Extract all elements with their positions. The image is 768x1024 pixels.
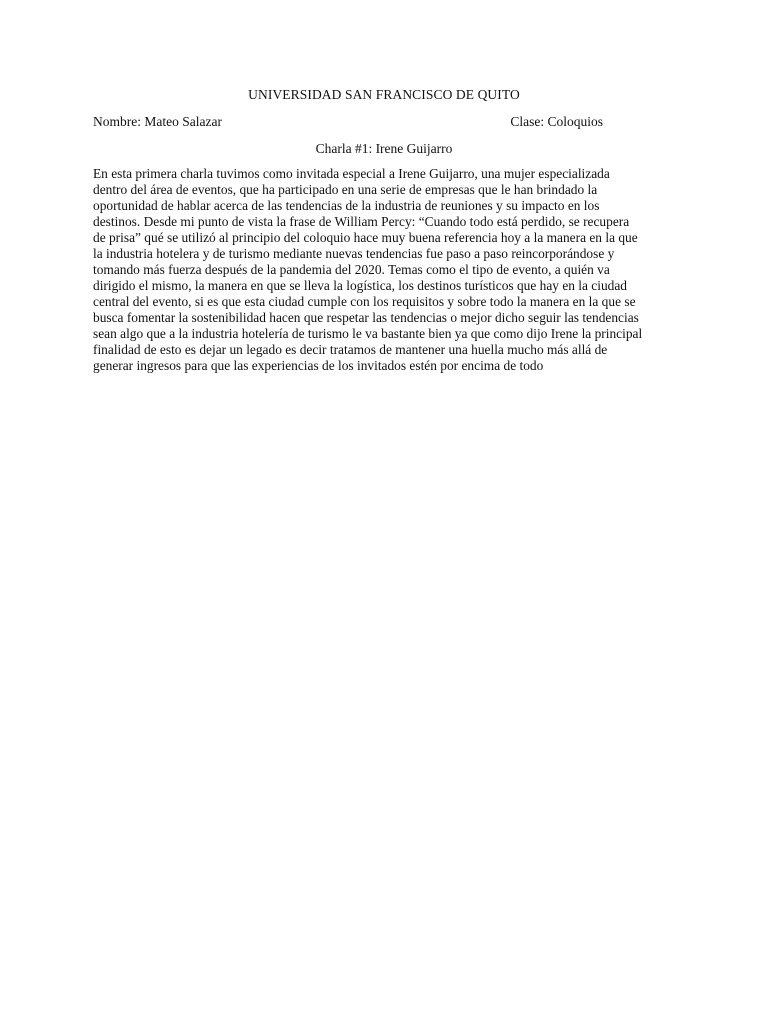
document-title: UNIVERSIDAD SAN FRANCISCO DE QUITO xyxy=(248,87,520,102)
body-paragraph: En esta primera charla tuvimos como invitada especial a Irene Guijarro, una mujer especializada dentro del área de eventos, que ha participado en una serie de empresas que le han brindado la oportunidad de hablar acerca de las tendencias de la industria de reuniones y su impacto en los destinos. Desde mi punto de vista la frase de William Percy: “Cuando todo está perdido, se recupera de prisa” qué se utilizó al principio del coloquio hace muy buena referencia hoy a la manera en la que la industria hotelera y de turismo mediante nuevas tendencias fue paso a paso reincorporándose y tomando más fuerza después de la pandemia del 2020. Temas como el tipo de evento, a quién va dirigido el mismo, la manera en que se lleva la logística, los destinos turísticos que hay en la ciudad central del evento, si es que esta ciudad cumple con los requisitos y sobre todo la manera en la que se busca fomentar la sostenibilidad hacen que respetar las tendencias o mejor dicho seguir las tendencias sean algo que a la industria hotelería de turismo le va bastante bien ya que como dijo Irene la principal finalidad de esto es dejar un legado es decir tratamos de mantener una huella mucho más allá de generar ingresos para que las experiencias de los invitados estén por encima de todo xyxy=(93,166,643,373)
talk-title: Charla #1: Irene Guijarro xyxy=(315,141,453,156)
student-name: Nombre: Mateo Salazar xyxy=(93,114,222,129)
class-name: Clase: Coloquios xyxy=(510,114,603,129)
